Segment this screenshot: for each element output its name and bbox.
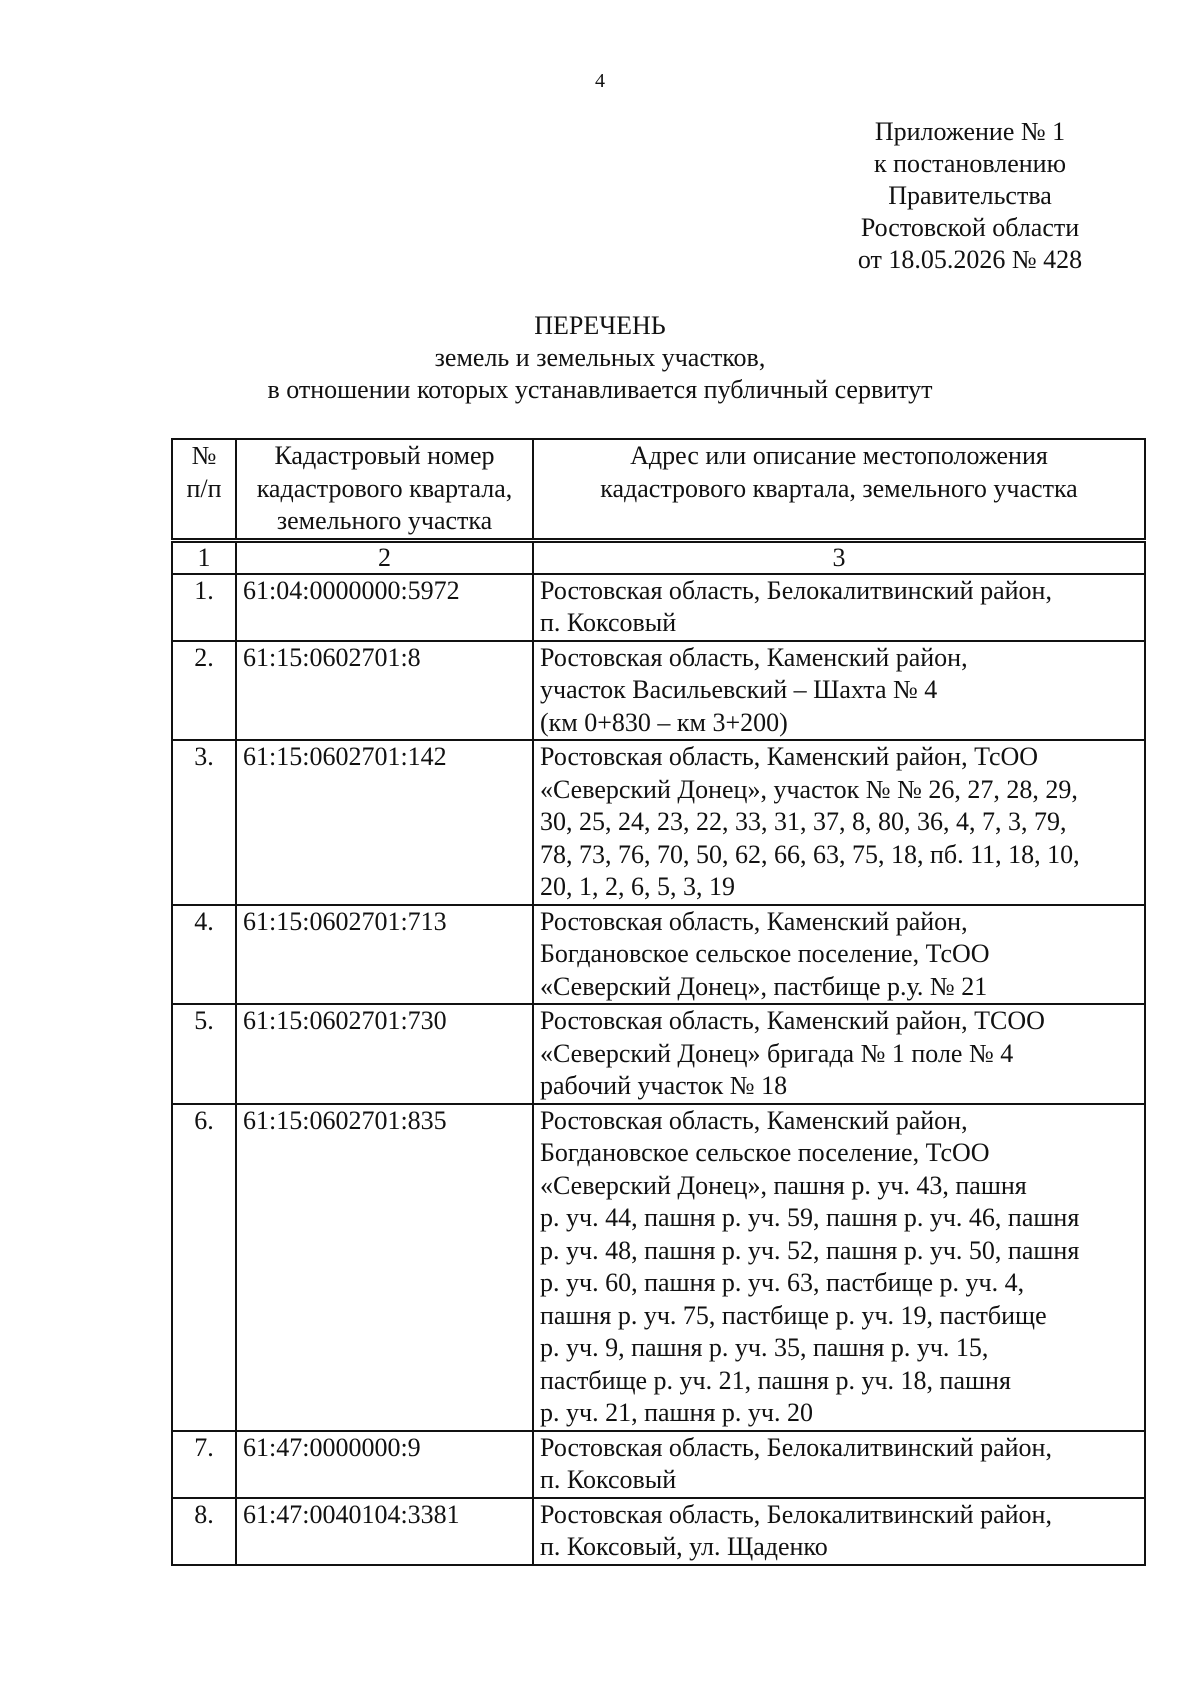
- address-line: «Северский Донец», пастбище р.у. № 21: [540, 971, 988, 1001]
- appendix-line: от 18.05.2026 № 428: [857, 245, 1083, 274]
- address-description: [533, 740, 1145, 905]
- header-cadastral: [236, 439, 533, 540]
- address-line: р. уч. 9, пашня р. уч. 35, пашня р. уч. 15,: [540, 1333, 989, 1362]
- row-number: 7.: [172, 1431, 236, 1498]
- index-cell: 1: [172, 540, 236, 574]
- address-description: [533, 641, 1145, 741]
- row-number: 8.: [172, 1498, 236, 1565]
- table-row: [172, 740, 1145, 905]
- row-number: 2.: [172, 641, 236, 741]
- table-row: [172, 1004, 1145, 1104]
- address-line: р. уч. 44, пашня р. уч. 59, пашня р. уч. 46, пашня: [540, 1203, 1080, 1232]
- appendix-line: Правительства: [888, 181, 1052, 210]
- address-line: Ростовская область, Каменский район,: [540, 1105, 968, 1135]
- address-description: [533, 1004, 1145, 1104]
- appendix-line: Приложение № 1: [874, 117, 1066, 146]
- address-line: Ростовская область, Каменский район, ТСОО: [540, 1006, 1045, 1035]
- header-line: Адрес или описание местоположения: [630, 441, 1048, 470]
- address-line: участок Васильевский – Шахта № 4: [540, 675, 938, 704]
- table-index-row: [172, 540, 1145, 574]
- table-row: [172, 1104, 1145, 1431]
- address-line: п. Коксовый, ул. Щаденко: [540, 1532, 828, 1561]
- address-line: Ростовская область, Каменский район,: [540, 642, 968, 672]
- address-line: 20, 1, 2, 6, 5, 3, 19: [540, 872, 735, 901]
- address-line: п. Коксовый: [540, 1465, 677, 1494]
- header-address: [533, 439, 1145, 540]
- table-row: [172, 574, 1145, 641]
- row-number: 1.: [172, 574, 236, 641]
- address-line: (км 0+830 – км 3+200): [540, 707, 788, 737]
- title-line: в отношении которых устанавливается публичный сервитут: [267, 375, 933, 404]
- address-line: рабочий участок № 18: [540, 1071, 788, 1100]
- address-line: пашня р. уч. 75, пастбище р. уч. 19, пастбище: [540, 1300, 1047, 1330]
- address-line: 78, 73, 76, 70, 50, 62, 66, 63, 75, 18, пб. 11, 18, 10,: [540, 839, 1080, 869]
- header-number: [172, 439, 236, 540]
- row-number: 6.: [172, 1104, 236, 1431]
- row-number: 5.: [172, 1004, 236, 1104]
- header-line: кадастрового квартала, земельного участка: [600, 473, 1078, 503]
- cadastral-number: 61:47:0000000:9: [236, 1431, 533, 1498]
- address-description: [533, 1431, 1145, 1498]
- table-row: [172, 905, 1145, 1005]
- address-description: [533, 1498, 1145, 1565]
- address-line: Ростовская область, Каменский район, ТсОО: [540, 742, 1039, 771]
- address-line: Ростовская область, Каменский район,: [540, 906, 968, 936]
- address-line: р. уч. 48, пашня р. уч. 52, пашня р. уч. 50, пашня: [540, 1235, 1080, 1265]
- address-line: 30, 25, 24, 23, 22, 33, 31, 37, 8, 80, 36, 4, 7, 3, 79,: [540, 807, 1067, 836]
- address-line: р. уч. 21, пашня р. уч. 20: [540, 1398, 813, 1427]
- page-number: 4: [595, 70, 605, 92]
- header-line: земельного участка: [276, 506, 493, 535]
- address-line: Ростовская область, Белокалитвинский район,: [540, 575, 1052, 605]
- table-header-row: [172, 439, 1145, 540]
- table-row: [172, 1431, 1145, 1498]
- table-row: [172, 1498, 1145, 1565]
- address-description: [533, 1104, 1145, 1431]
- land-plots-table: [171, 438, 1146, 1566]
- row-number: 4.: [172, 905, 236, 1005]
- cadastral-number: 61:15:0602701:8: [236, 641, 533, 741]
- table-row: [172, 641, 1145, 741]
- index-cell: 3: [533, 540, 1145, 574]
- header-line: Кадастровый номер: [274, 441, 495, 470]
- address-line: Ростовская область, Белокалитвинский район,: [540, 1499, 1052, 1529]
- address-description: [533, 905, 1145, 1005]
- address-line: Богдановское сельское поселение, ТсОО: [540, 1138, 990, 1167]
- cadastral-number: 61:15:0602701:713: [236, 905, 533, 1005]
- address-line: Богдановское сельское поселение, ТсОО: [540, 939, 990, 968]
- header-line: №: [191, 441, 217, 470]
- index-cell: 2: [236, 540, 533, 574]
- address-line: пастбище р. уч. 21, пашня р. уч. 18, пашня: [540, 1365, 1011, 1395]
- document-title: [0, 310, 1200, 406]
- title-main: ПЕРЕЧЕНЬ: [534, 311, 666, 340]
- address-line: «Северский Донец», пашня р. уч. 43, пашня: [540, 1170, 1027, 1200]
- address-line: Ростовская область, Белокалитвинский район,: [540, 1432, 1052, 1462]
- title-line: земель и земельных участков,: [434, 343, 766, 372]
- address-line: «Северский Донец», участок № № 26, 27, 28, 29,: [540, 774, 1078, 804]
- cadastral-number: 61:04:0000000:5972: [236, 574, 533, 641]
- cadastral-number: 61:15:0602701:142: [236, 740, 533, 905]
- address-line: р. уч. 60, пашня р. уч. 63, пастбище р. уч. 4,: [540, 1268, 1025, 1297]
- header-line: кадастрового квартала,: [256, 473, 513, 503]
- cadastral-number: 61:15:0602701:835: [236, 1104, 533, 1431]
- row-number: 3.: [172, 740, 236, 905]
- cadastral-number: 61:47:0040104:3381: [236, 1498, 533, 1565]
- appendix-line: к постановлению: [873, 149, 1067, 178]
- address-line: п. Коксовый: [540, 608, 677, 637]
- header-line: п/п: [186, 473, 222, 503]
- cadastral-number: 61:15:0602701:730: [236, 1004, 533, 1104]
- appendix-line: Ростовской области: [860, 213, 1080, 242]
- appendix-block: [820, 116, 1120, 276]
- address-line: «Северский Донец» бригада № 1 поле № 4: [540, 1038, 1014, 1068]
- address-description: [533, 574, 1145, 641]
